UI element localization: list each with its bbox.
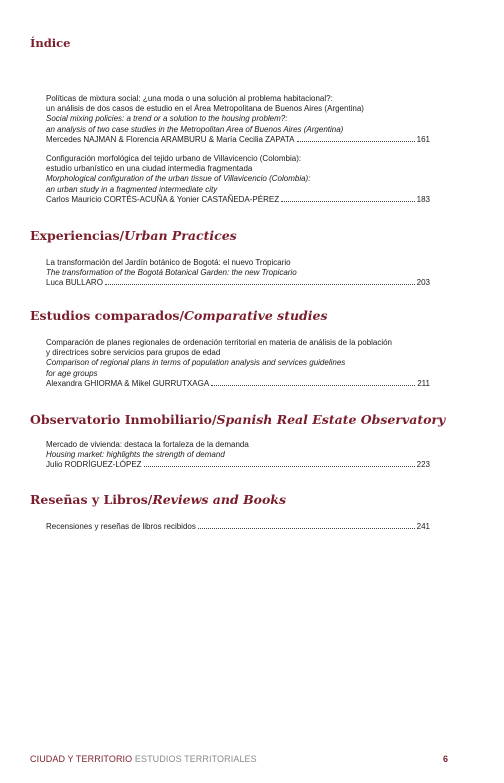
toc-entry-5[interactable]	[46, 440, 430, 471]
entry-title-es: estudio urbanístico en una ciudad intermedia fragmentada	[46, 164, 253, 174]
entry-authors: Alexandra GHIORMA & Mikel GURRUTXAGA	[46, 378, 210, 388]
heading-es: Observatorio Inmobiliario/	[30, 412, 217, 427]
entry-title-es: Políticas de mixtura social: ¿una moda o una solución al problema habitacional?:	[46, 94, 333, 103]
leader-dots	[281, 195, 415, 202]
toc-entry-4[interactable]	[46, 338, 430, 389]
heading-en: Comparative studies	[184, 308, 328, 323]
entry-authors: Carlos Mauricio CORTÉS-ACUÑA & Yonier CASTAÑEDA-PÉREZ	[46, 194, 280, 204]
toc-entry-1[interactable]	[46, 94, 430, 145]
entry-title-en: Morphological configuration of the urban tissue of Villavicencio (Colombia):	[46, 174, 311, 184]
entry-title-en: an analysis of two case studies in the Metropolitan Area of Buenos Aires (Argentina)	[46, 124, 344, 134]
heading-es: Reseñas y Libros/	[30, 492, 153, 507]
entry-page-number: 161	[416, 134, 430, 144]
entry-page-number: 183	[416, 194, 430, 204]
entry-title: Recensiones y reseñas de libros recibidos	[46, 522, 196, 531]
section-heading-observatorio	[30, 412, 445, 427]
section-heading-experiencias	[30, 228, 237, 243]
section-heading-resenas	[30, 492, 286, 507]
leader-dots	[211, 379, 415, 386]
entry-title-en: an urban study in a fragmented intermediate city	[46, 184, 218, 194]
entry-authors: Julio RODRÍGUEZ-LÓPEZ	[46, 460, 142, 470]
entry-title-es: Mercado de vivienda: destaca la fortaleza de la demanda	[46, 440, 249, 449]
heading-en: Spanish Real Estate Observatory	[216, 412, 446, 427]
leader-dots	[144, 460, 415, 467]
toc-entry-6[interactable]	[46, 522, 430, 532]
entry-title-es: La transformación del Jardín botánico de Bogotá: el nuevo Tropicario	[46, 258, 291, 267]
heading-es: Experiencias/	[30, 228, 125, 243]
entry-title-en: Social mixing policies: a trend or a solution to the housing problem?:	[46, 114, 288, 124]
entry-authors: Mercedes NAJMAN & Florencia ARAMBURU & María Cecilia ZAPATA	[46, 134, 295, 144]
entry-page-number: 223	[416, 460, 430, 470]
entry-title-en: Comparison of regional plans in terms of population analysis and services guidelines	[46, 358, 346, 368]
entry-title-en: for age groups	[46, 368, 98, 378]
entry-author-row	[46, 522, 430, 532]
entry-page-number: 203	[416, 278, 430, 288]
index-title: Índice	[30, 36, 71, 50]
entry-title-es: un análisis de dos casos de estudio en el Área Metropolitana de Buenos Aires (Argentina)	[46, 104, 364, 114]
toc-entry-3[interactable]	[46, 258, 430, 289]
page-number: 6	[443, 754, 449, 764]
entry-title-en: Housing market: highlights the strength of demand	[46, 450, 225, 460]
entry-title-es: Configuración morfológica del tejido urbano de Villavicencio (Colombia):	[46, 154, 302, 163]
heading-en: Urban Practices	[124, 228, 237, 243]
entry-author-row	[46, 195, 430, 205]
toc-entry-2[interactable]	[46, 154, 430, 205]
entry-author-row	[46, 278, 430, 288]
journal-name: CIUDAD Y TERRITORIO	[30, 754, 133, 764]
entry-page-number: 211	[417, 378, 430, 388]
heading-es: Estudios comparados/	[30, 308, 185, 323]
journal-subtitle: ESTUDIOS TERRITORIALES	[132, 754, 257, 764]
leader-dots	[105, 278, 415, 285]
heading-en: Reviews and Books	[152, 492, 287, 507]
entry-page-number: 241	[416, 522, 430, 531]
leader-dots	[198, 522, 415, 529]
entry-title-en: The transformation of the Bogotá Botanical Garden: the new Tropicario	[46, 268, 297, 278]
leader-dots	[297, 135, 415, 142]
entry-author-row	[46, 135, 430, 145]
section-heading-estudios	[30, 308, 328, 323]
entry-title-es: Comparación de planes regionales de ordenación territorial en materia de análisis de la población	[46, 338, 392, 347]
entry-authors: Luca BULLARO	[46, 278, 103, 288]
journal-footer	[30, 754, 257, 764]
entry-author-row	[46, 460, 430, 470]
entry-author-row	[46, 379, 430, 389]
entry-title-es: y directrices sobre servicios para grupos de edad	[46, 348, 221, 358]
